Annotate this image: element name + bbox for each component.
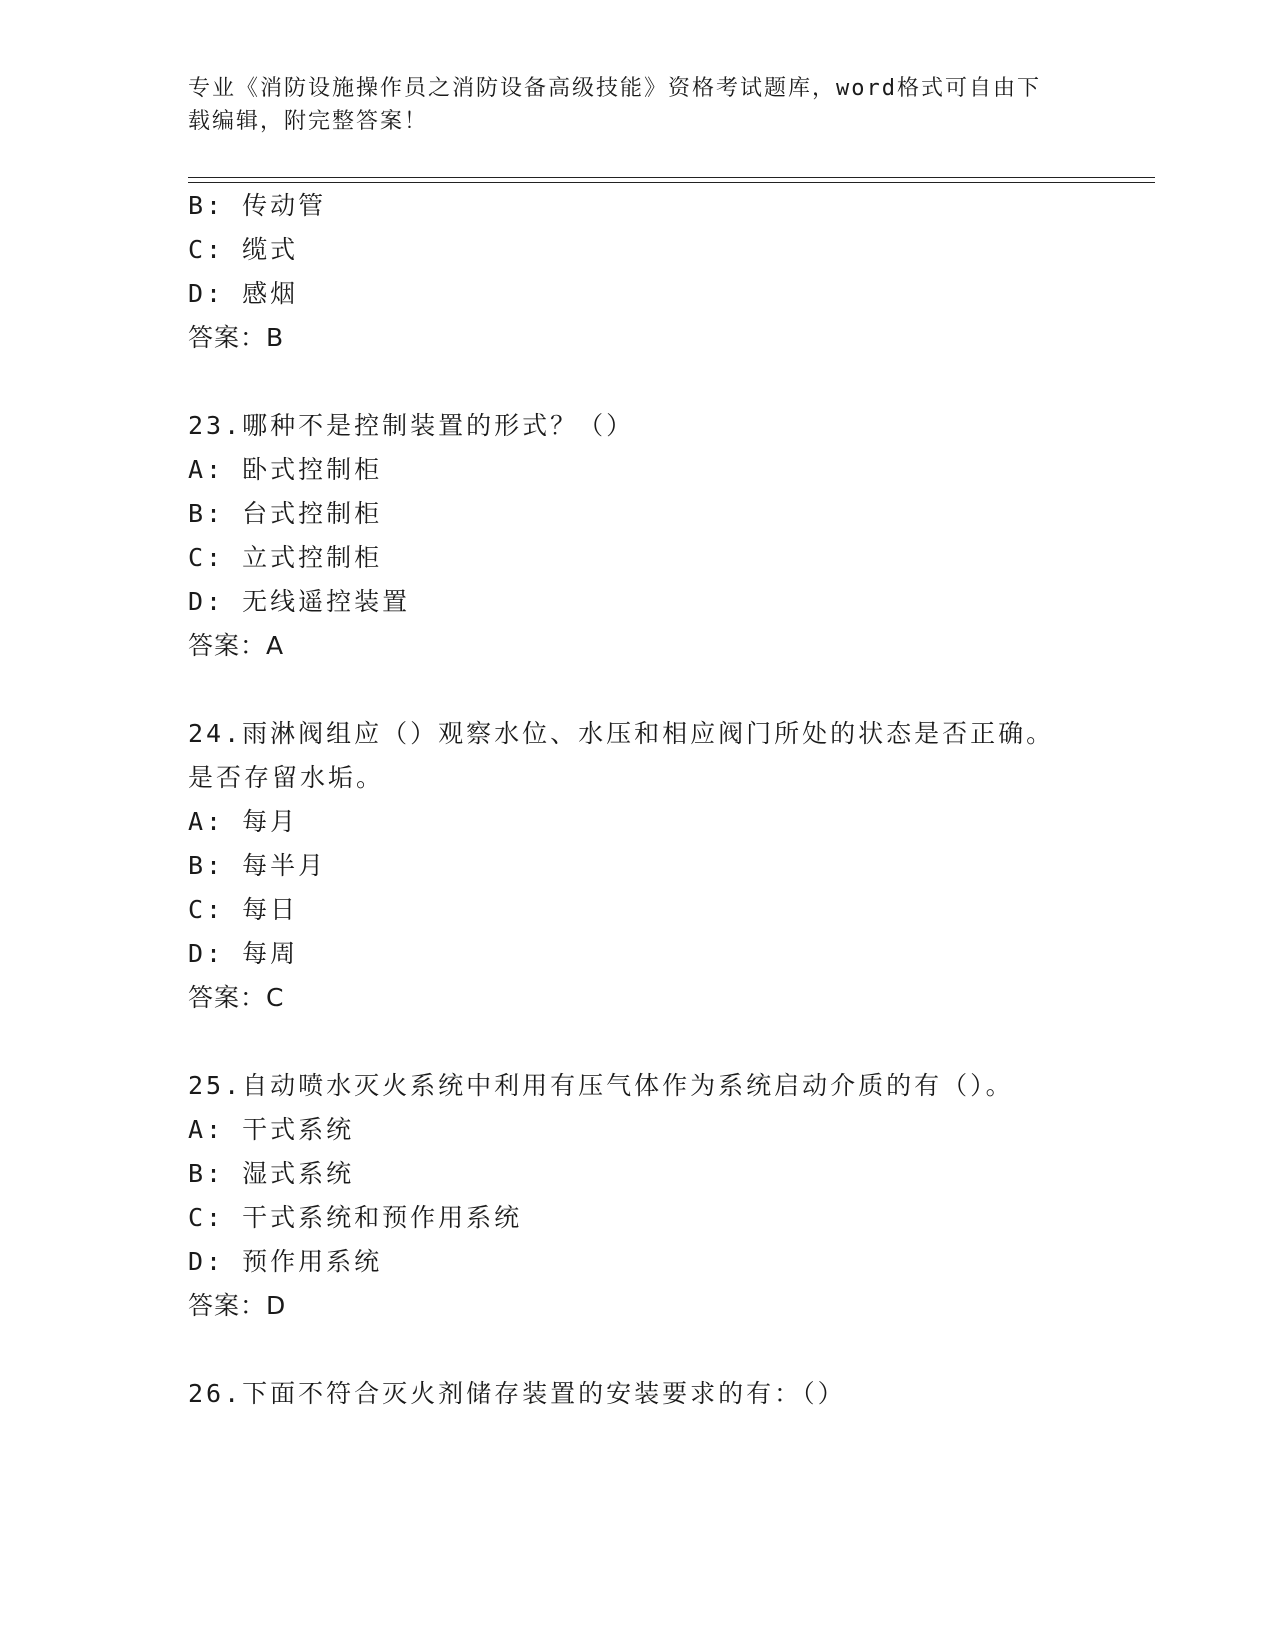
q23-option-d: D: 无线遥控装置 [188,587,411,616]
q24-option-c: C: 每日 [188,895,299,924]
header-line-2: 载编辑，附完整答案！ [188,109,429,134]
q24-answer: 答案：C [188,983,285,1012]
q25-option-d: D: 预作用系统 [188,1247,383,1276]
q22-option-c: C: 缆式 [188,235,299,264]
q23-option-a: A: 卧式控制柜 [188,455,383,484]
header-line-1: 专业《消防设施操作员之消防设备高级技能》资格考试题库，word格式可自由下 [188,76,1041,101]
q25-answer: 答案：D [188,1291,287,1320]
q23-answer: 答案：A [188,631,285,660]
header-divider-top [188,177,1155,178]
q23-question: 23.哪种不是控制装置的形式？（） [188,411,635,440]
q25-option-c: C: 干式系统和预作用系统 [188,1203,523,1232]
q26-question: 26.下面不符合灭火剂储存装置的安装要求的有：（） [188,1379,846,1408]
q25-option-a: A: 干式系统 [188,1115,355,1144]
document-header [188,72,1068,138]
q24-option-d: D: 每周 [188,939,299,968]
header-divider-bottom [188,182,1155,183]
q25-option-b: B: 湿式系统 [188,1159,355,1188]
q24-option-b: B: 每半月 [188,851,327,880]
q23-option-b: B: 台式控制柜 [188,499,383,528]
q22-option-b: B: 传动管 [188,191,327,220]
q23-option-c: C: 立式控制柜 [188,543,383,572]
q22-option-d: D: 感烟 [188,279,299,308]
q24-question-line-1: 24.雨淋阀组应（）观察水位、水压和相应阀门所处的状态是否正确。 [188,719,1055,748]
q24-question-line-2: 是否存留水垢。 [188,763,385,792]
q24-option-a: A: 每月 [188,807,299,836]
q25-question: 25.自动喷水灭火系统中利用有压气体作为系统启动介质的有（）。 [188,1071,1014,1100]
q22-answer: 答案：B [188,323,285,352]
